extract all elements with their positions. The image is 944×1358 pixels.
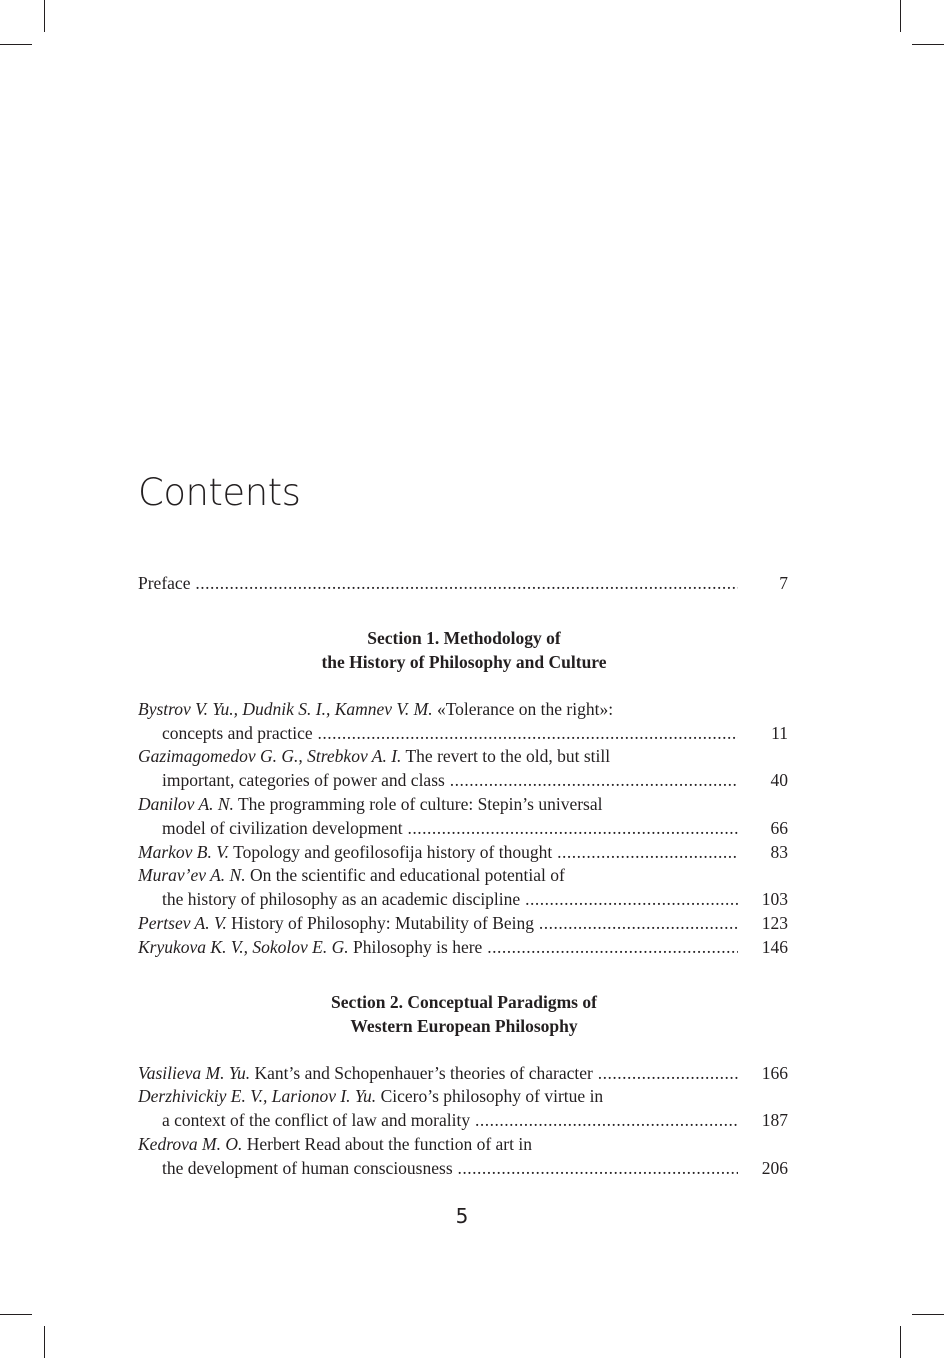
toc-entry[interactable] (138, 1085, 790, 1109)
toc-entry-author: Murav’ev A. N. (138, 865, 246, 886)
section-heading-line: Section 1. Methodology of (367, 627, 561, 648)
toc-page-number: 166 (761, 1062, 788, 1083)
toc-entry-title: Topology and geofilosofija history of thought (229, 841, 553, 862)
toc-entry-title: Kant’s and Schopenhauer’s theories of character (250, 1062, 593, 1083)
toc-entry-title: the history of philosophy as an academic discipline ..... (162, 888, 738, 912)
toc-entry-preface[interactable] (138, 572, 790, 596)
toc-entry[interactable] (138, 1133, 790, 1157)
toc-entry-continuation[interactable] (138, 1109, 790, 1133)
toc-entry-author: Derzhivickiy E. V., Larionov I. Yu. (138, 1086, 377, 1107)
toc-entry-continuation[interactable] (138, 722, 790, 746)
toc-entry-author: Markov B. V. (138, 841, 230, 862)
toc-entry-author: Danilov A. N. (138, 793, 234, 814)
toc-entry-author: Pertsev A. V. (138, 912, 227, 933)
toc-entry[interactable] (138, 698, 790, 722)
toc-entry-title: «Tolerance on the right»: (432, 698, 614, 719)
crop-mark-top-left-v (44, 0, 45, 32)
toc-page-number: 66 (770, 817, 788, 838)
toc-entry-title: Herbert Read about the function of art in (242, 1133, 532, 1154)
crop-mark-top-left-h (0, 44, 32, 45)
toc-entry-title: On the scientific and educational potential of (245, 865, 565, 886)
toc-entry[interactable] (138, 912, 790, 936)
toc-entry[interactable] (138, 864, 790, 888)
toc-page-number: 11 (771, 722, 788, 743)
toc-entry-title: The revert to the old, but still (401, 746, 611, 767)
crop-mark-top-right-h (912, 44, 944, 45)
crop-mark-bottom-right-h (912, 1314, 944, 1315)
toc-entry-title: concepts and practice ..... (162, 722, 738, 746)
toc-entry-continuation[interactable] (138, 817, 790, 841)
crop-mark-bottom-right-v (900, 1326, 901, 1358)
toc-page-number: 7 (779, 573, 788, 593)
toc-page-number: 123 (761, 912, 788, 933)
toc-page-number: 206 (761, 1157, 788, 1178)
toc-page-number: 146 (761, 936, 788, 957)
toc-entry-continuation[interactable] (138, 769, 790, 793)
page-number: 5 (455, 1204, 469, 1228)
toc-entry[interactable] (138, 841, 790, 865)
toc-entry-continuation[interactable] (138, 1157, 790, 1181)
toc-entry-author: Gazimagomedov G. G., Strebkov A. I. (138, 746, 402, 767)
toc-entry-author: Bystrov V. Yu., Dudnik S. I., Kamnev V. M. (138, 698, 433, 719)
table-of-contents (138, 572, 790, 1181)
toc-page-number: 103 (761, 889, 788, 910)
crop-mark-top-right-v (900, 0, 901, 32)
section-heading (138, 626, 790, 674)
toc-entry-title: Philosophy is here (348, 936, 483, 957)
crop-mark-bottom-left-v (44, 1326, 45, 1358)
toc-entry[interactable] (138, 936, 790, 960)
toc-entry-title: a context of the conflict of law and morality ..... (162, 1109, 738, 1133)
crop-mark-bottom-left-h (0, 1314, 32, 1315)
toc-entry-author: Kedrova M. O. (138, 1133, 243, 1154)
toc-entry-title: Cicero’s philosophy of virtue in (376, 1086, 604, 1107)
toc-entry[interactable] (138, 745, 790, 769)
toc-entry-title: important, categories of power and class ..... (162, 769, 738, 793)
toc-entry-author: Kryukova K. V., Sokolov E. G. (138, 936, 349, 957)
page-title: Contents (138, 471, 301, 514)
toc-entry[interactable] (138, 1062, 790, 1086)
toc-page-number: 40 (770, 770, 788, 791)
toc-entry-title: the development of human consciousness ..... (162, 1157, 738, 1181)
toc-entry-author: Vasilieva M. Yu. (138, 1062, 251, 1083)
section-heading-line: the History of Philosophy and Culture (321, 651, 607, 672)
toc-page-number: 83 (770, 841, 788, 862)
toc-entry[interactable] (138, 793, 790, 817)
section-heading (138, 990, 790, 1038)
toc-entry-title: History of Philosophy: Mutability of Being (226, 912, 535, 933)
toc-entry-title: model of civilization development ..... (162, 817, 738, 841)
toc-entry-continuation[interactable] (138, 888, 790, 912)
section-heading-line: Section 2. Conceptual Paradigms of (331, 991, 597, 1012)
toc-entry-label: Preface ..... (138, 572, 738, 596)
section-heading-line: Western European Philosophy (350, 1015, 578, 1036)
toc-entry-title: The programming role of culture: Stepin’s universal (233, 793, 603, 814)
toc-page-number: 187 (761, 1110, 788, 1131)
